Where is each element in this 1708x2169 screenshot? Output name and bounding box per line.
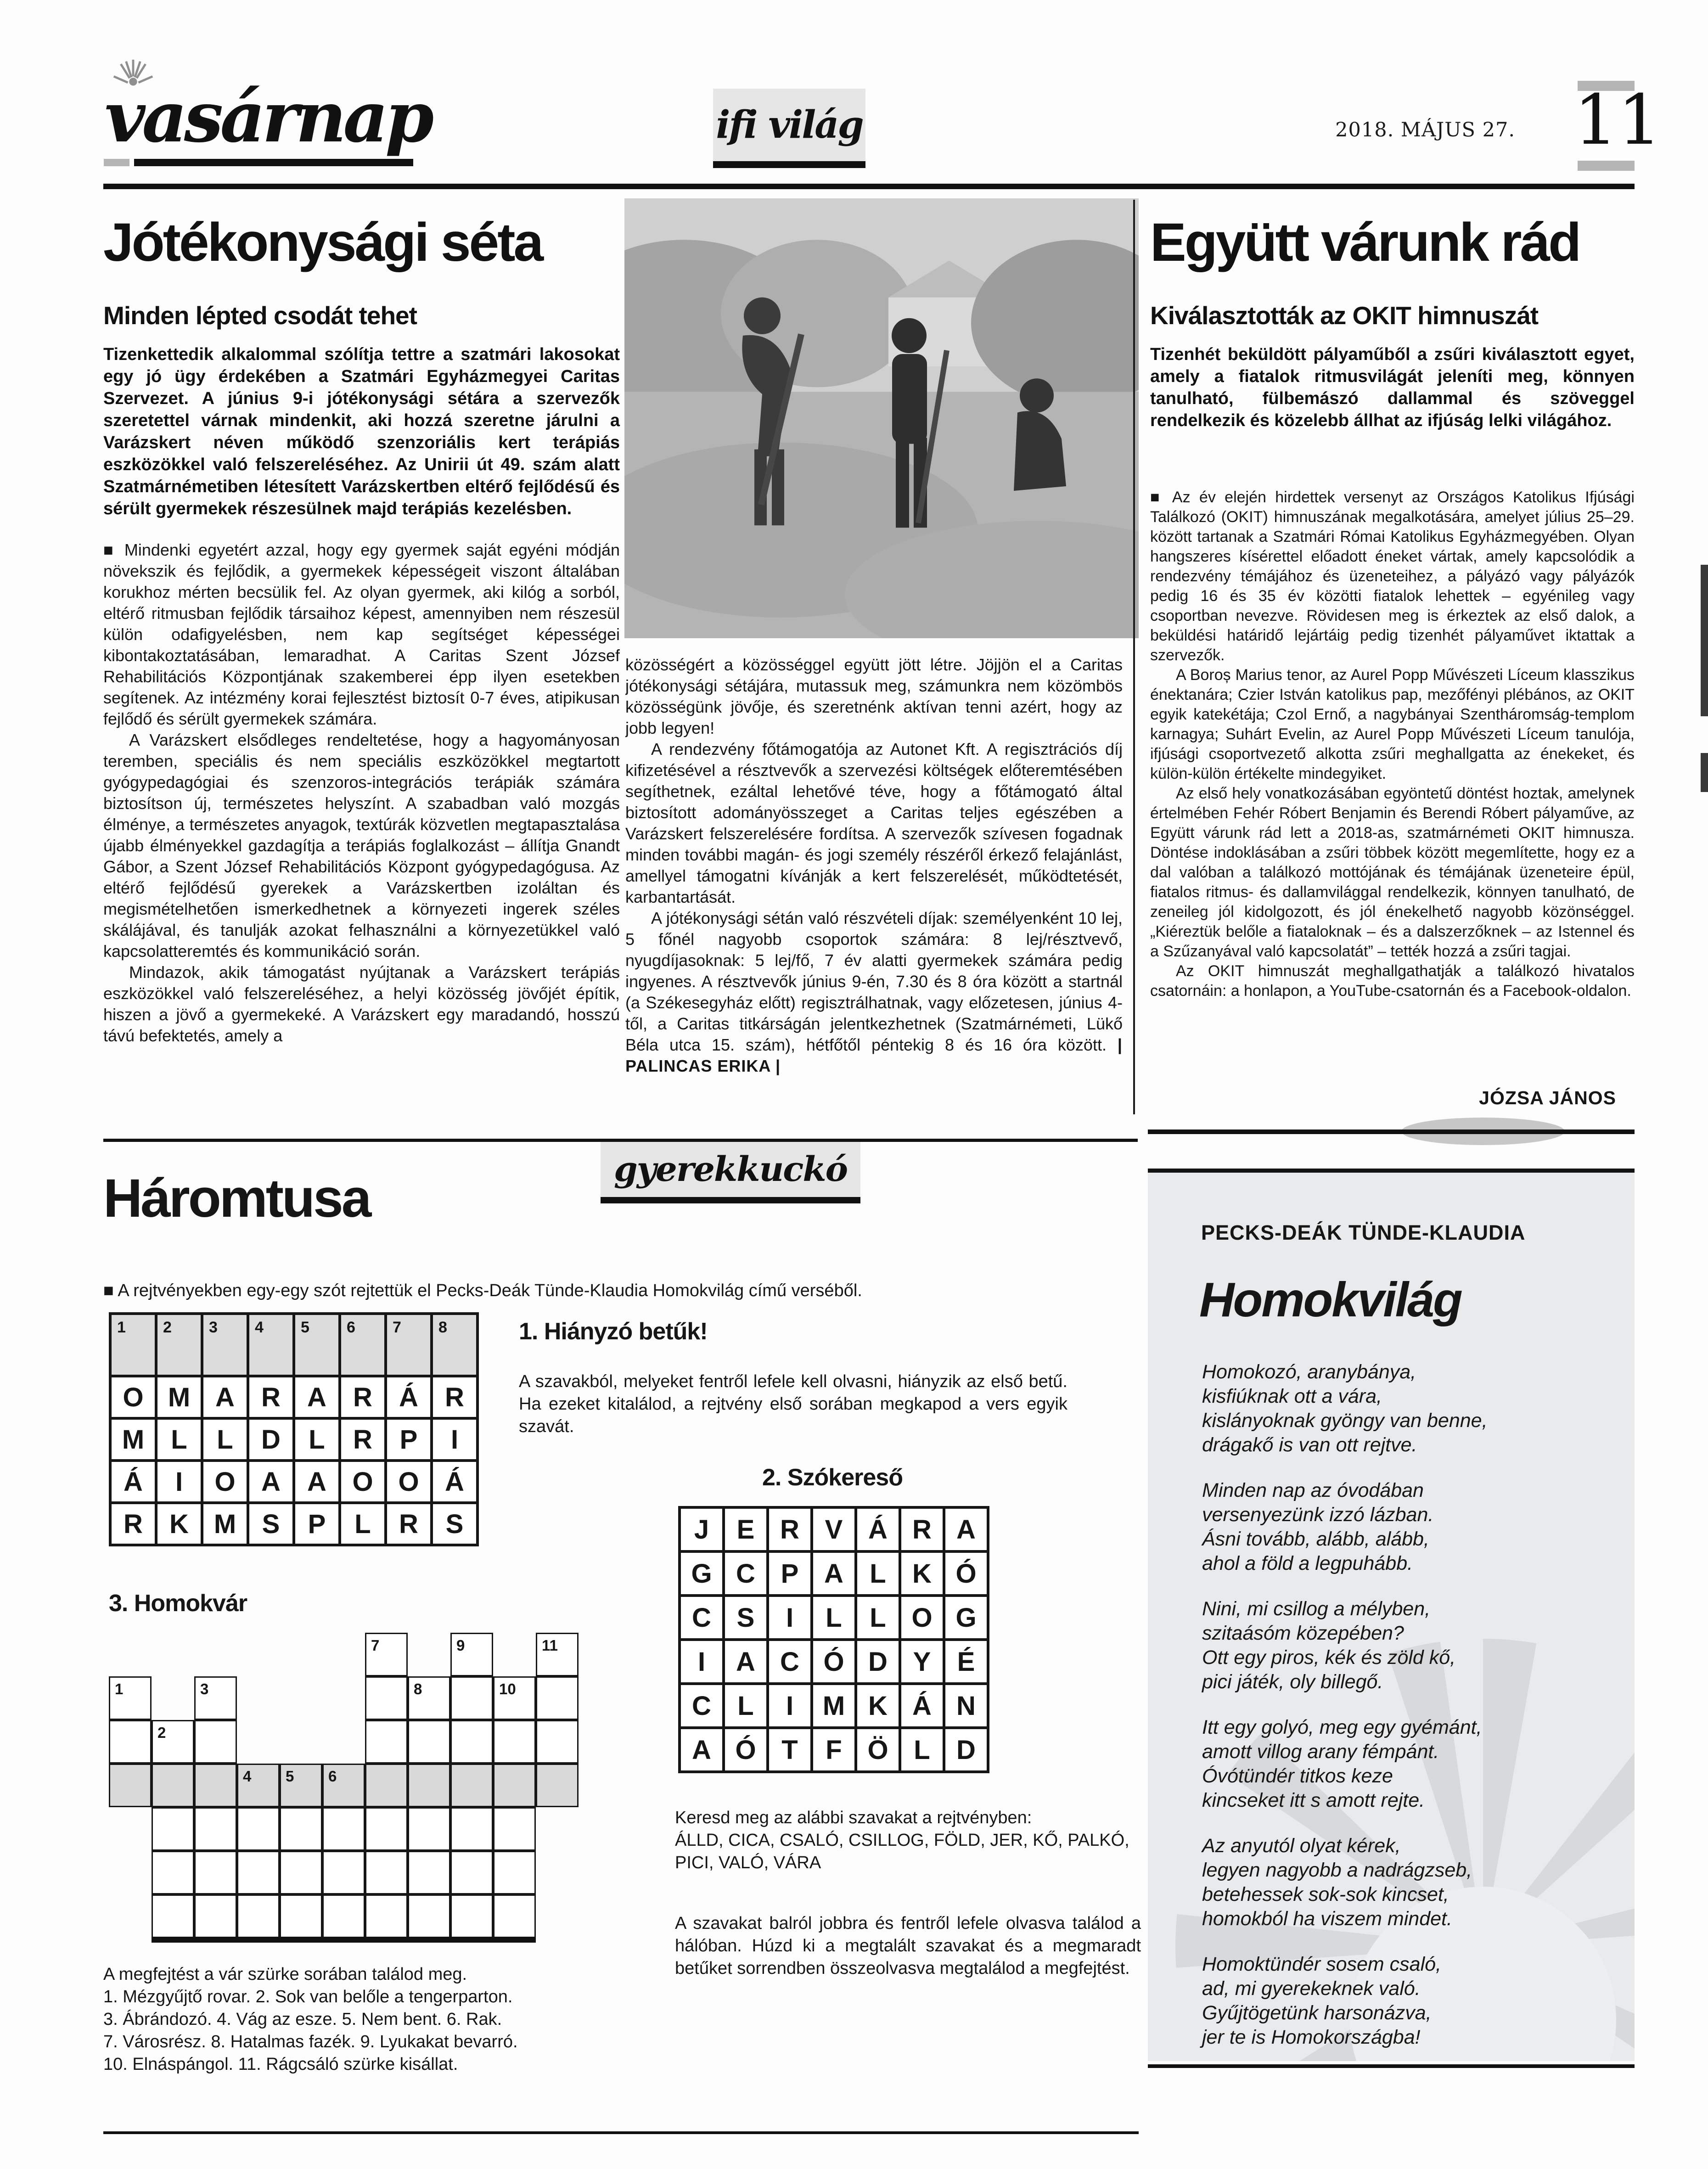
castle-grid-cell <box>365 1764 408 1807</box>
puzzle2-heading: 2. Szókereső <box>762 1464 903 1491</box>
grid-letter-cell: I <box>432 1418 478 1461</box>
garden-photo-illustration <box>624 198 1139 638</box>
poem-line: kisfiúknak ott a vára, <box>1202 1385 1382 1407</box>
wordsearch-cell: N <box>944 1684 988 1728</box>
castle-grid-cell: 7 <box>365 1633 408 1676</box>
castle-grid-cell <box>365 1720 408 1764</box>
grid-letter-cell: O <box>340 1461 386 1503</box>
wordsearch-cell: O <box>900 1596 944 1640</box>
grid-letter-cell: L <box>340 1503 386 1545</box>
wordsearch-cell: A <box>680 1728 724 1772</box>
clue-line: A megfejtést a vár szürke sorában találod meg. <box>103 1965 467 1984</box>
castle-grid-cell <box>109 1720 152 1764</box>
tab-bar <box>601 1197 860 1203</box>
poem-line: Az anyutól olyat kérek, <box>1202 1835 1401 1857</box>
grid-letter-cell: A <box>294 1461 340 1503</box>
wordsearch-cell: D <box>856 1640 900 1684</box>
byline-jozsa: JÓZSA JÁNOS <box>1479 1087 1616 1108</box>
grid-letter-cell: O <box>110 1376 156 1418</box>
poem-author: PECKS-DEÁK TÜNDE-KLAUDIA <box>1201 1221 1526 1244</box>
castle-grid-cell <box>152 1764 194 1807</box>
poem-line: szitaásóm közepében? <box>1202 1622 1404 1644</box>
grid-letter-cell: R <box>340 1376 386 1418</box>
grid-letter-cell: L <box>294 1418 340 1461</box>
castle-grid-cell <box>365 1807 408 1851</box>
right-article-title: Együtt várunk rád <box>1150 212 1580 273</box>
wordsearch-cell: C <box>680 1684 724 1728</box>
wordsearch-cell: L <box>856 1596 900 1640</box>
wordsearch-cell: M <box>812 1684 856 1728</box>
wordsearch-cell: É <box>944 1640 988 1684</box>
castle-grid-cell <box>365 1676 408 1720</box>
castle-grid-cell <box>194 1764 237 1807</box>
scan-artifact <box>1701 565 1708 716</box>
article-paragraph: ■ Az év elején hirdettek versenyt az Országos Katolikus Ifjúsági Találkozó (OKIT) himnuszának megalkotására, amelyet július 25–29. között tartanak a Szatmári Római Katolikus Egyházmegyében. Olyan hangszeres kísérettel előadott éneket vártak, amely kapcsolódik a rendezvény témájához és üzeneteihez, a pályázó vagy pályázók pedig 16 és 35 év közötti fiatalok lehettek – egyénileg vagy csoportban nevezve. Rövidesen meg is érkeztek az első dalok, a beküldési határidő lejártáig pedig tizenhét pályaművet iktattak a szervezők. <box>1150 489 1635 664</box>
masthead-rule <box>103 184 1635 189</box>
poem-line: Homoktündér sosem csaló, <box>1202 1953 1441 1975</box>
puzzle2-grid <box>678 1506 989 1773</box>
byline-palincas: | PALINCAS ERIKA | <box>625 1035 1123 1075</box>
castle-grid-cell <box>536 1764 579 1807</box>
poem-title: Homokvilág <box>1199 1273 1461 1327</box>
wordsearch-cell: Á <box>900 1684 944 1728</box>
castle-grid-cell: 8 <box>408 1676 450 1720</box>
wordsearch-cell: K <box>900 1551 944 1596</box>
page-number: 11 <box>1574 80 1662 160</box>
poem-line: kincseket itt s amott rejte. <box>1202 1789 1425 1811</box>
wordsearch-cell: C <box>724 1551 768 1596</box>
grid-letter-cell: R <box>110 1503 156 1545</box>
clue-line: 3. Ábrándozó. 4. Vág az esze. 5. Nem bent. 6. Rak. <box>103 2010 502 2029</box>
poem-line: amott villog arany fémpánt. <box>1202 1741 1439 1763</box>
article-photo <box>624 198 1139 638</box>
grid-header-cell: 4 <box>248 1314 294 1376</box>
poem-line: homokból ha viszem mindet. <box>1202 1908 1452 1930</box>
wordsearch-cell: Á <box>856 1507 900 1551</box>
puzzles-title: Háromtusa <box>103 1168 370 1229</box>
poem-line: kislányoknak gyöngy van benne, <box>1202 1410 1488 1432</box>
grid-letter-cell: D <box>248 1418 294 1461</box>
poem-stanza <box>1202 1952 1635 2050</box>
poem-line: Nini, mi csillog a mélyben, <box>1202 1598 1431 1620</box>
poem-line: Óvótündér titkos keze <box>1202 1765 1393 1787</box>
castle-grid-cell <box>536 1720 579 1764</box>
puzzle1-instructions: A szavakból, melyeket fentről lefele kell olvasni, hiányzik az első betű. Ha ezeket kitalálod, a rejtvény első sorában megkapod a vers egyik szavát. <box>519 1372 1068 1436</box>
castle-grid-cell <box>237 1807 280 1851</box>
grid-letter-cell: R <box>432 1376 478 1418</box>
castle-grid-cell: 4 <box>237 1764 280 1807</box>
castle-grid-cell: 11 <box>536 1633 579 1676</box>
poem-line: drágakő is van ott rejtve. <box>1202 1434 1417 1456</box>
wordsearch-cell: D <box>944 1728 988 1772</box>
castle-grid-cell <box>194 1720 237 1764</box>
castle-grid-cell <box>194 1894 237 1938</box>
pageno-bar-bottom <box>1578 161 1635 171</box>
castle-grid-cell <box>450 1720 493 1764</box>
castle-grid-cell <box>408 1807 450 1851</box>
poem-line: legyen nagyobb a nadrágzseb, <box>1202 1859 1472 1881</box>
castle-grid-cell <box>280 1851 322 1894</box>
article-paragraph: Mindazok, akik támogatást nyújtanak a Varázskert terápiás eszközökkel való felszereléséhez, a helyi közösség jövőjét építik, hiszen a jövő a gyermekeké. A Varázskert egy maradandó, hosszú távú befektetés, amely a <box>103 963 620 1045</box>
castle-grid-cell <box>152 1807 194 1851</box>
wordsearch-cell: L <box>856 1551 900 1596</box>
poem-stanza <box>1202 1478 1635 1576</box>
castle-grid-cell: 9 <box>450 1633 493 1676</box>
castle-grid-cell <box>109 1764 152 1807</box>
wordsearch-cell: E <box>724 1507 768 1551</box>
wordsearch-cell: I <box>768 1684 812 1728</box>
castle-grid-cell <box>280 1894 322 1938</box>
grid-letter-cell: Á <box>110 1461 156 1503</box>
clue-line: 10. Elnáspángol. 11. Rágcsáló szürke kisállat. <box>103 2055 458 2074</box>
castle-grid-cell <box>536 1676 579 1720</box>
wordsearch-cell: F <box>812 1728 856 1772</box>
puzzle3-heading: 3. Homokvár <box>109 1590 247 1617</box>
left-article-subtitle: Minden lépted csodát tehet <box>103 301 417 330</box>
grid-letter-cell: I <box>156 1461 202 1503</box>
grid-letter-cell: R <box>386 1503 432 1545</box>
castle-grid-cell <box>408 1764 450 1807</box>
castle-grid-cell <box>365 1851 408 1894</box>
section-label-box <box>713 89 865 161</box>
castle-grid-cell <box>450 1807 493 1851</box>
castle-grid-cell: 2 <box>152 1720 194 1764</box>
article-paragraph: A Varázskert elsődleges rendeltetése, hogy a hagyományosan teremben, speciális és nem speciális eszközökkel megtartott gyógypedagógiai és szenzoros-integrációs terápiák számára biztosítson új, természetes helyszínt. A szabadban való mozgás élménye, a természetes anyagok, textúrák közvetlen megtapasztalása újabb élményekkel gazdagítja a terápiás foglalkozást – állítja Gnandt Gábor, a Szent József Rehabilitációs Központ gyógypedagógusa. Az eltérő fejlődésű gyerekek a Varázskertben izoláltan és megismételhetően ismerkedhetnek a környezeti ingerek széles skálájával, és tanulják azokat felhasználni a környezetükkel való kapcsolatteremtés és kommunikáció során. <box>103 730 620 961</box>
grid-letter-cell: R <box>248 1376 294 1418</box>
castle-grid-cell <box>237 1851 280 1894</box>
castle-grid-cell <box>450 1676 493 1720</box>
wordsearch-cell: R <box>900 1507 944 1551</box>
puzzle3-grid <box>109 1633 579 1938</box>
castle-grid-cell <box>408 1894 450 1938</box>
castle-grid-cell <box>152 1851 194 1894</box>
castle-grid-cell <box>450 1894 493 1938</box>
clue-line: 7. Városrész. 8. Hatalmas fazék. 9. Lyukakat bevarró. <box>103 2032 518 2051</box>
logo-underline <box>134 159 413 166</box>
poem-line: jer te is Homokországba! <box>1202 2026 1421 2048</box>
grid-letter-cell: O <box>202 1461 248 1503</box>
wordsearch-cell: I <box>680 1640 724 1684</box>
word-list: ÁLLD, CICA, CSALÓ, CSILLOG, FÖLD, JER, KŐ, PALKÓ, PICI, VALÓ, VÁRA <box>675 1831 1129 1872</box>
wordsearch-cell: Y <box>900 1640 944 1684</box>
grid-header-cell: 1 <box>110 1314 156 1376</box>
wordsearch-cell: R <box>768 1507 812 1551</box>
grid-letter-cell: A <box>248 1461 294 1503</box>
article-paragraph: Az első hely vonatkozásában egyöntetű döntést hoztak, amelynek értelmében Fehér Róbert Benjamin és Berendi Róbert pályaműve, az Együtt várunk rád lett a 2018-as, szatmárnémeti OKIT himnusza. Döntése indoklásában a zsűri többek között megemlítette, hogy ez a dal valóban a találkozó mottójának és témájának üzeneteire épül, fiatalos ritmus- és dallamvilággal rendelkezik, könnyen tanulható, de zeneileg jól kidolgozott, és jól énekelhető nagyobb közönséggel. „Kiéreztük belőle a fiataloknak – és a dalszerzőknek – az Istennel és a Szűzanyával való kapcsolatát” – tették hozzá a zsűri tagjai. <box>1150 785 1635 960</box>
castle-grid-cell: 6 <box>322 1764 365 1807</box>
wordsearch-cell: I <box>768 1596 812 1640</box>
puzzles-intro: ■ A rejtvényekben egy-egy szót rejtettük el Pecks-Deák Tünde-Klaudia Homokvilág című verséből. <box>103 1281 862 1300</box>
castle-grid-cell <box>237 1894 280 1938</box>
left-article-title: Jótékonysági séta <box>103 212 542 273</box>
grid-letter-cell: P <box>294 1503 340 1545</box>
grid-letter-cell: M <box>156 1376 202 1418</box>
article-paragraph: ■ Mindenki egyetért azzal, hogy egy gyermek saját egyéni módján növekszik és fejlődik, a gyermekek képességeit viszont általában korukhoz mérten becsülik fel. Az olyan gyermek, aki kilóg a sorból, eltérő ritmusban fejlődik társaihoz képest, amennyiben nem részesül külön odafigyelésben, nem kap segítséget képességei kibontakoztatásában, lemaradhat. A Caritas Szent József Rehabilitációs Központjának szakemberei épp ilyen esetekben segítenek. Az intézmény korai fejlesztést biztosít 0-7 éves, atipikusan fejlődő és sérült gyermekek számára. <box>103 540 620 728</box>
poem-line: ahol a föld a legpuhább. <box>1202 1552 1413 1574</box>
poem-box <box>1148 1169 1635 2061</box>
castle-grid-cell <box>322 1807 365 1851</box>
poem-line: pici játék, oly billegő. <box>1202 1671 1383 1693</box>
poem-line: versenyezünk izzó lázban. <box>1202 1504 1434 1526</box>
grid-letter-cell: S <box>432 1503 478 1545</box>
wordsearch-cell: A <box>944 1507 988 1551</box>
grid-header-cell: 7 <box>386 1314 432 1376</box>
article-paragraph: A Boroș Marius tenor, az Aurel Popp Művészeti Líceum klasszikus énektanára; Czier István katolikus pap, mezőfényi plébános, az OKIT egyik katekétája; Czol Ernő, a nagybányai Szentháromság-templom karnagya; Suhárt Evelin, az Aurel Popp Művészeti Líceum tanulója, ifjúsági csoportvezető alkotta zsűri meghallgatta az énekeket, és külön-külön értékelte mindegyiket. <box>1150 666 1635 782</box>
castle-grid-cell <box>408 1851 450 1894</box>
wordsearch-cell: K <box>856 1684 900 1728</box>
section-label: ifi világ <box>716 103 863 147</box>
puzzle3-clues <box>103 1963 728 2076</box>
issue-date: 2018. MÁJUS 27. <box>1335 118 1515 141</box>
poem-stanza <box>1202 1715 1635 1813</box>
wordsearch-cell: A <box>812 1551 856 1596</box>
castle-grid-cell <box>194 1851 237 1894</box>
castle-grid-cell <box>493 1764 536 1807</box>
grid-letter-cell: O <box>386 1461 432 1503</box>
castle-grid-cell <box>194 1807 237 1851</box>
poem-line: Ásni tovább, alább, alább, <box>1202 1528 1429 1550</box>
right-article-lead: Tizenhét beküldött pályaműből a zsűri kiválasztott egyet, amely a fiatalok ritmusvilágát jeleníti meg, könnyen tanulható, fülbemászó dallammal és szöveggel rendelkezik és közelebb állhat az ifjúság lelki világához. <box>1150 345 1635 430</box>
grid-letter-cell: M <box>110 1418 156 1461</box>
grid-letter-cell: P <box>386 1418 432 1461</box>
grid-letter-cell: S <box>248 1503 294 1545</box>
poem-stanza <box>1202 1360 1635 1457</box>
wordsearch-cell: Ó <box>724 1728 768 1772</box>
poem-line: Ott egy piros, kék és zöld kő, <box>1202 1646 1456 1669</box>
wordsearch-cell: G <box>944 1596 988 1640</box>
grid-letter-cell: M <box>202 1503 248 1545</box>
section-label-bar <box>713 161 865 168</box>
wordsearch-cell: L <box>812 1596 856 1640</box>
section-tab-gyerekkucko <box>601 1142 860 1197</box>
article-body-right <box>1150 488 1635 1089</box>
wordsearch-cell: Ö <box>856 1728 900 1772</box>
article-paragraph: A jótékonysági sétán való részvételi díjak: személyenként 10 lej, 5 főnél nagyobb csoportok számára: 8 lej/résztvevő, nyugdíjasoknak: 5 lej/fő, 7 év alatti gyermekek számára pedig ingyenes. A résztvevők június 9-én, 7.30 és 8 óra között a startnál (a Székesegyház előtt) regisztrálhatnak, vagy előzetesen, június 4-től, a Caritas titkárságán jelentkezhetnek (Szatmárnémeti, Lükő Béla utca 15. szám), hétfőtől péntekig 8 és 16 óra között. | PALINCAS ERIKA | <box>625 909 1123 1075</box>
wordsearch-cell: P <box>768 1551 812 1596</box>
grid-letter-cell: L <box>202 1418 248 1461</box>
wordsearch-cell: J <box>680 1507 724 1551</box>
grid-header-cell: 3 <box>202 1314 248 1376</box>
word-list-intro: Keresd meg az alábbi szavakat a rejtvényben: <box>675 1808 1032 1827</box>
castle-grid-cell <box>493 1807 536 1851</box>
castle-grid-cell <box>408 1720 450 1764</box>
grid-letter-cell: Á <box>386 1376 432 1418</box>
scan-artifact <box>1701 753 1708 792</box>
bottom-right-rule <box>1148 2064 1635 2068</box>
grid-header-cell: 2 <box>156 1314 202 1376</box>
wordsearch-cell: L <box>724 1684 768 1728</box>
clue-line: 1. Mézgyűjtő rovar. 2. Sok van belőle a tengerparton. <box>103 1987 513 2006</box>
wordsearch-cell: Ó <box>812 1640 856 1684</box>
poem-line: Itt egy golyó, meg egy gyémánt, <box>1202 1716 1482 1738</box>
castle-grid-cell <box>450 1851 493 1894</box>
castle-grid-cell <box>493 1720 536 1764</box>
poem-stanza <box>1202 1834 1635 1931</box>
grid-letter-cell: K <box>156 1503 202 1545</box>
grid-letter-cell: A <box>294 1376 340 1418</box>
castle-grid-cell: 3 <box>194 1676 237 1720</box>
article-body-mid <box>625 654 1123 1134</box>
wordsearch-cell: C <box>768 1640 812 1684</box>
poem-line: ad, mi gyerekeknek való. <box>1202 1978 1421 2000</box>
wordsearch-cell: S <box>724 1596 768 1640</box>
wordsearch-cell: L <box>900 1728 944 1772</box>
poem-line: Homokozó, aranybánya, <box>1202 1361 1416 1383</box>
puzzle-section-rule <box>103 1139 1138 1142</box>
castle-grid-cell <box>450 1764 493 1807</box>
poem-line: Gyűjtögetünk harsonázva, <box>1202 2002 1432 2024</box>
castle-grid-cell <box>152 1894 194 1938</box>
poem-line: betehessek sok-sok kincset, <box>1202 1883 1449 1905</box>
poem-body <box>1202 1360 1635 2050</box>
puzzle2-words <box>675 1807 1141 1874</box>
tab-label: gyerekkuckó <box>614 1150 847 1189</box>
castle-grid-cell: 5 <box>280 1764 322 1807</box>
castle-grid-cell <box>322 1894 365 1938</box>
castle-grid-cell <box>493 1894 536 1938</box>
wordsearch-cell: A <box>724 1640 768 1684</box>
article-paragraph: A rendezvény főtámogatója az Autonet Kft. A regisztrációs díj kifizetésével a résztvevők a szervezési költségek előteremtésében segíthetnek, ezáltal lehetővé téve, hogy a főtámogató által biztosított adományösszeget a Caritas teljes egészében a Varázskert felszerelésére fordítsa. A szervezők szívesen fogadnak minden további magán- és jogi személy részéről érkező felajánlást, amellyel támogatni kívánják a kert felszerelését, működtetését, karbantartását. <box>625 740 1123 906</box>
column-divider <box>1133 200 1135 1114</box>
wordsearch-cell: T <box>768 1728 812 1772</box>
castle-grid-cell <box>493 1851 536 1894</box>
newspaper-logo: vasárnap <box>105 76 431 158</box>
puzzle1-heading: 1. Hiányzó betűk! <box>519 1318 708 1345</box>
wordsearch-cell: C <box>680 1596 724 1640</box>
castle-grid-cell: 10 <box>493 1676 536 1720</box>
right-article-subtitle: Kiválasztották az OKIT himnuszát <box>1150 301 1539 330</box>
poem-line: Minden nap az óvodában <box>1202 1479 1424 1501</box>
bottom-left-rule <box>103 2131 1139 2134</box>
grid-letter-cell: L <box>156 1418 202 1461</box>
puzzle1-grid <box>109 1312 479 1546</box>
wordsearch-cell: G <box>680 1551 724 1596</box>
grid-header-cell: 8 <box>432 1314 478 1376</box>
poem-stanza <box>1202 1597 1635 1694</box>
article-paragraph: közösségért a közösséggel együtt jött létre. Jöjjön el a Caritas jótékonysági sétájára, mutassuk meg, számunkra nem közömbös közösségünk jövője, és szeretnénk aktívan tenni azért, hogy az jobb legyen! <box>625 655 1123 737</box>
wordsearch-cell: V <box>812 1507 856 1551</box>
castle-base-line <box>152 1937 536 1943</box>
castle-grid-cell: 1 <box>109 1676 152 1720</box>
article-body-left <box>103 539 620 1132</box>
right-column-rule <box>1148 1129 1635 1134</box>
castle-grid-cell <box>322 1851 365 1894</box>
wordsearch-cell: Ó <box>944 1551 988 1596</box>
grid-letter-cell: Á <box>432 1461 478 1503</box>
puzzle2-instructions: A szavakat balról jobbra és fentről lefele olvasva találod a hálóban. Húzd ki a megtalált szavakat és a megmaradt betűket sorrendben összeolvasva megtalálod a megfejtést. <box>675 1914 1141 1978</box>
castle-grid-cell <box>365 1894 408 1938</box>
grid-letter-cell: A <box>202 1376 248 1418</box>
grid-letter-cell: R <box>340 1418 386 1461</box>
castle-grid-cell <box>280 1807 322 1851</box>
grid-header-cell: 6 <box>340 1314 386 1376</box>
grid-header-cell: 5 <box>294 1314 340 1376</box>
logo-underline-gray <box>104 159 129 166</box>
article-paragraph: Az OKIT himnuszát meghallgathatják a találkozó hivatalos csatornáin: a honlapon, a YouTube-csatornán és a Facebook-oldalon. <box>1150 962 1635 1000</box>
left-article-lead: Tizenkettedik alkalommal szólítja tettre a szatmári lakosokat egy jó ügy érdekében a Szatmári Egyházmegyei Caritas Szervezet. A június 9-i jótékonysági sétára a szervezők szeretettel várnak mindenkit, aki hozzá szeretne járulni a Varázskert néven működő szenzoriális kert terápiás eszközökkel való felszereléséhez. Az Unirii út 49. szám alatt Szatmárnémetiben létesített Varázskertben eltérő fejlődésű és sérült gyermekek részesülnek majd terápiás kezelésben. <box>103 345 620 518</box>
